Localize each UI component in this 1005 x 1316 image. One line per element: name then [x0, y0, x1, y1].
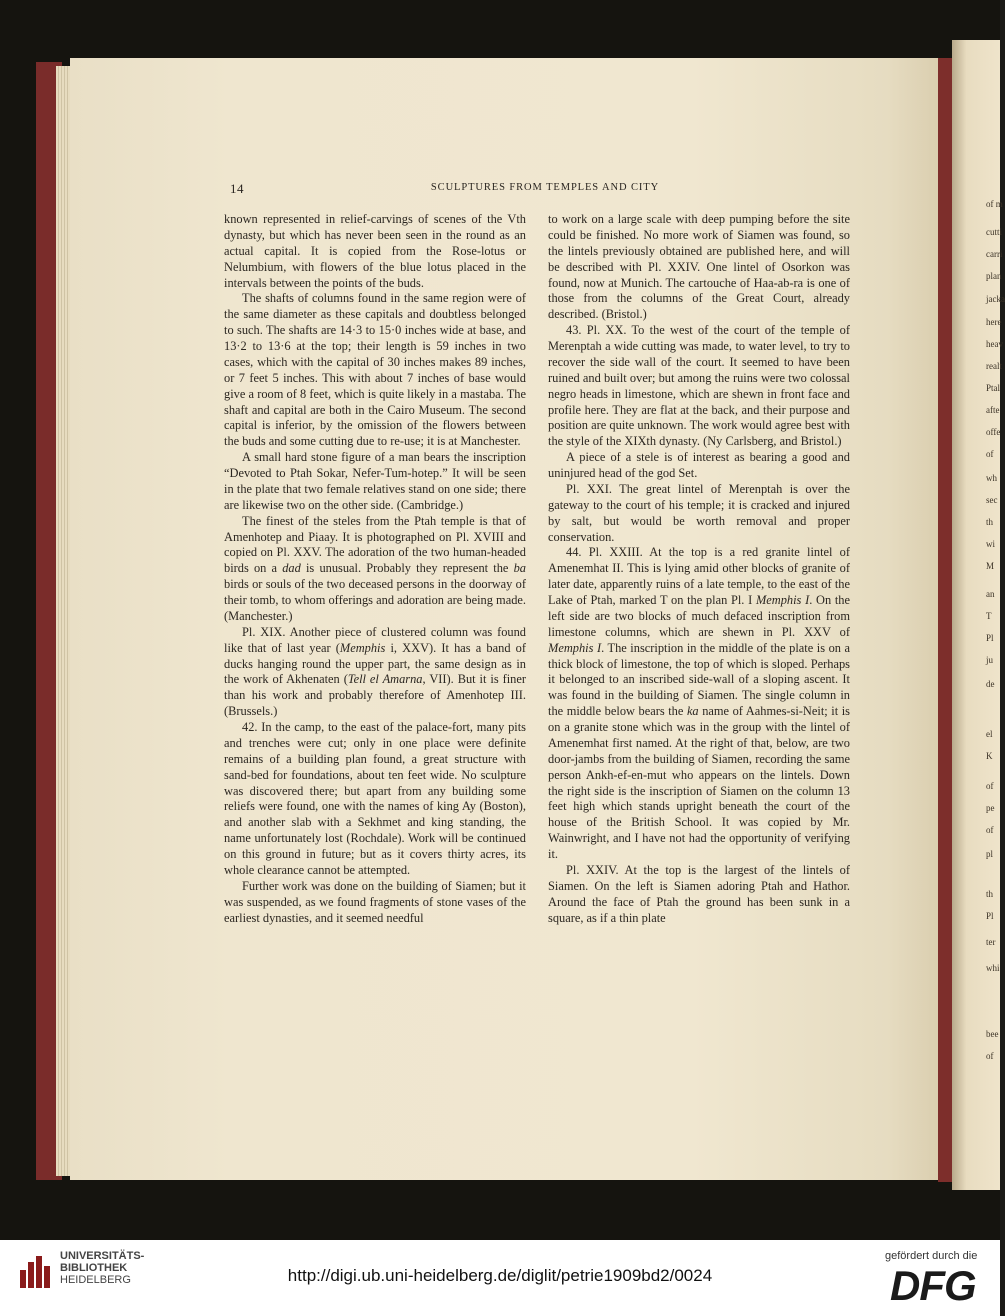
- adjacent-page-fragment: el: [986, 729, 993, 739]
- library-name-line3: HEIDELBERG: [60, 1274, 131, 1286]
- adjacent-page-fragment: cutti: [986, 227, 1002, 237]
- viewer-footer: [0, 1240, 1000, 1316]
- adjacent-page-fragment: Pl: [986, 633, 994, 643]
- dfg-logo[interactable]: DFG: [890, 1262, 976, 1309]
- adjacent-page-fragment: of m: [986, 199, 1003, 209]
- text-column-right: [548, 212, 850, 926]
- left_column-paragraph: known represented in relief-carvings of scenes of the Vth dynasty, but which has never been seen in the round as an actual capital. It is copied from the Rose-lotus or Nelumbium, with flowers of the blue lotus placed in the intervals between the points of the buds.: [224, 212, 526, 290]
- adjacent-page-fragment: heav: [986, 339, 1003, 349]
- text-column-left: [224, 212, 526, 926]
- adjacent-page-fragment: pe: [986, 803, 995, 813]
- running-head: [230, 181, 860, 197]
- adjacent-page-fragment: an: [986, 589, 995, 599]
- left_column-paragraph: The shafts of columns found in the same region were of the same diameter as these capitals and doubtless belonged to such. The shafts are 14·3 to 15·0 inches wide at base, and 13·2 to 13·6 at the top; their length is 59 inches in two cases, which with the capital of 30 inches makes 89 inches, or 7 feet 5 inches. This with about 7 inches of base would give a room of 8 feet, which is quite likely in a mastaba. The shaft and capital are both in the Cairo Museum. The second capital is inferior, by the omission of the flowers between the buds and some cutting due to re-use; it is at Manchester.: [224, 291, 526, 449]
- adjacent-page-fragment: carri: [986, 249, 1003, 259]
- adjacent-page-fragment: pl: [986, 849, 994, 859]
- library-name-line1: UNIVERSITÄTS-: [60, 1250, 145, 1262]
- adjacent-page-fragment: of: [986, 449, 994, 459]
- permalink-url[interactable]: http://digi.ub.uni-heidelberg.de/diglit/petrie1909bd2/0024: [287, 1266, 713, 1285]
- library-name-line2: BIBLIOTHEK: [60, 1262, 128, 1274]
- adjacent-page-fragment: Pl: [986, 911, 994, 921]
- right_column-paragraph: to work on a large scale with deep pumping before the site could be finished. No more work of Siamen was found, so the lintels previously obtained are published here, and will be described with Pl. XXIV. One lintel of Osorkon was found, now at Munich. The cartouche of Haa-ab-ra is one of those from the columns of the Great Court, already described. (Bristol.): [548, 212, 850, 322]
- left_column-paragraph: The finest of the steles from the Ptah temple is that of Amenhotep and Piaay. It is photographed on Pl. XVIII and copied on Pl. XXV. The adoration of the two human-headed birds on a dad is unusual. Probably they represent the ba birds or souls of the two deceased persons in the doorway of their tomb, to whom offerings and adoration are being made. (Manchester.): [224, 513, 526, 623]
- right_column-paragraph: A piece of a stele is of interest as bearing a good and uninjured head of the god Set.: [548, 450, 850, 480]
- adjacent-page-fragment: afte: [986, 405, 1000, 415]
- adjacent-page-fragment: M: [986, 561, 995, 571]
- adjacent-page-fragment: Ptal: [986, 383, 1001, 393]
- adjacent-page-fragment: wh: [986, 473, 997, 483]
- right_column-paragraph: Pl. XXI. The great lintel of Merenptah is over the gateway to the court of his temple; it is cracked and injured by salt, but would be worth removal and proper conservation.: [548, 481, 850, 544]
- adjacent-page-fragment: bee: [986, 1029, 999, 1039]
- left_column-paragraph: Pl. XIX. Another piece of clustered column was found like that of last year (Memphis i, XXV). It has a band of ducks hanging round the upper part, the same design as in the work of Akhenaten (Tell el Amarna, VII). But it is finer than his work and probably therefore of Amenhotep III. (Brussels.): [224, 624, 526, 719]
- adjacent-page-fragment: ter: [986, 937, 996, 947]
- adjacent-page-fragment: plan: [986, 271, 1002, 281]
- right_column-paragraph: 44. Pl. XXIII. At the top is a red granite lintel of Amenemhat II. This is lying amid other blocks of granite of later date, apparently ruins of a late temple, to the east of the Lake of Ptah, marked T on the plan Pl. I Memphis I. On the left side are two blocks of much defaced inscription from limestone columns, which are shewn in Pl. XXV of Memphis I. The inscription in the middle of the plate is on a thick block of limestone, the top of which is sloped. Perhaps it belonged to an inscribed side-wall of a sloping ascent. It was found in the building of Siamen. The single column in the middle below bears the ka name of Aahmes-si-Neit; it is on a granite stone which was in the group with the lintel of Amenemhat first named. At the right of that, below, are two door-jambs from the building of Siamen, recording the same person Ankh-ef-en-mut who appears on the lintels. Down the right side is the inscription of Siamen on the column 13 feet high which stands upright beneath the court of the house of the British School. It was copied by Mr. Wainwright, and I have not had the opportunity of verifying it.: [548, 545, 850, 861]
- adjacent-page-fragment: here: [986, 317, 1002, 327]
- adjacent-page-fragment: whi: [986, 963, 1000, 973]
- left_column-paragraph: A small hard stone figure of a man bears the inscription “Devoted to Ptah Sokar, Nefer-Tum-hotep.” It will be seen in the plate that two female relatives stand on one side; there are likewise two on the other side. (Cambridge.): [224, 450, 526, 512]
- library-name[interactable]: [60, 1250, 144, 1286]
- page-number: 14: [230, 181, 244, 196]
- adjacent-page-fragment: de: [986, 679, 995, 689]
- university-library-logo-icon: [14, 1252, 54, 1292]
- adjacent-page-fragment: T: [986, 611, 992, 621]
- adjacent-page-fragment: th: [986, 517, 994, 527]
- left_column-paragraph: Further work was done on the building of Siamen; but it was suspended, as we found fragments of stone vases of the earliest dynasties, and it seemed needful: [224, 878, 526, 925]
- funder-caption: gefördert durch die: [885, 1250, 978, 1262]
- left_column-paragraph: 42. In the camp, to the east of the palace-fort, many pits and trenches were cut; only in one place were definite remains of a building plan found, a great structure with sand-bed for foundations, about ten feet wide. No sculpture was discovered there; but apart from any building some reliefs were found, one with the names of king Ay (Boston), and another slab with a Sekhmet and king standing, the name unfortunately lost (Rochdale). Work will be continued on this ground in future; but as it covers thirty acres, its whole clearance cannot be attempted.: [224, 720, 526, 877]
- running-title: SCULPTURES FROM TEMPLES AND CITY: [430, 182, 660, 193]
- adjacent-page-fragment: realt: [986, 361, 1002, 371]
- adjacent-page-fragment: th: [986, 889, 994, 899]
- right_column-paragraph: 43. Pl. XX. To the west of the court of the temple of Merenptah a wide cutting was made, to water level, to try to recover the side wall of the court. It seemed to have been ruined and built over; but among the ruins were two colossal negro heads in limestone, which are shewn in front face and profile here. They are flat at the back, and their purpose and position are quite unknown. The work would agree best with the style of the XIXth dynasty. (Ny Carlsberg, and Bristol.): [548, 323, 850, 449]
- adjacent-page-fragment: offe: [986, 427, 1001, 437]
- adjacent-page-fragment: of: [986, 1051, 994, 1061]
- adjacent-page-fragment: ju: [986, 655, 994, 665]
- right_column-paragraph: Pl. XXIV. At the top is the largest of the lintels of Siamen. On the left is Siamen adoring Ptah and Hathor. Around the face of Ptah the ground has been sunk in a square, as if a thin plate: [548, 862, 850, 925]
- adjacent-page-fragment: wi: [986, 539, 995, 549]
- adjacent-page-fragment: of: [986, 825, 994, 835]
- adjacent-page-fragment: sec: [986, 495, 998, 505]
- adjacent-page-fragment: K: [986, 751, 993, 761]
- adjacent-page-fragment: jacka: [986, 294, 1005, 304]
- adjacent-page-fragment: of: [986, 781, 994, 791]
